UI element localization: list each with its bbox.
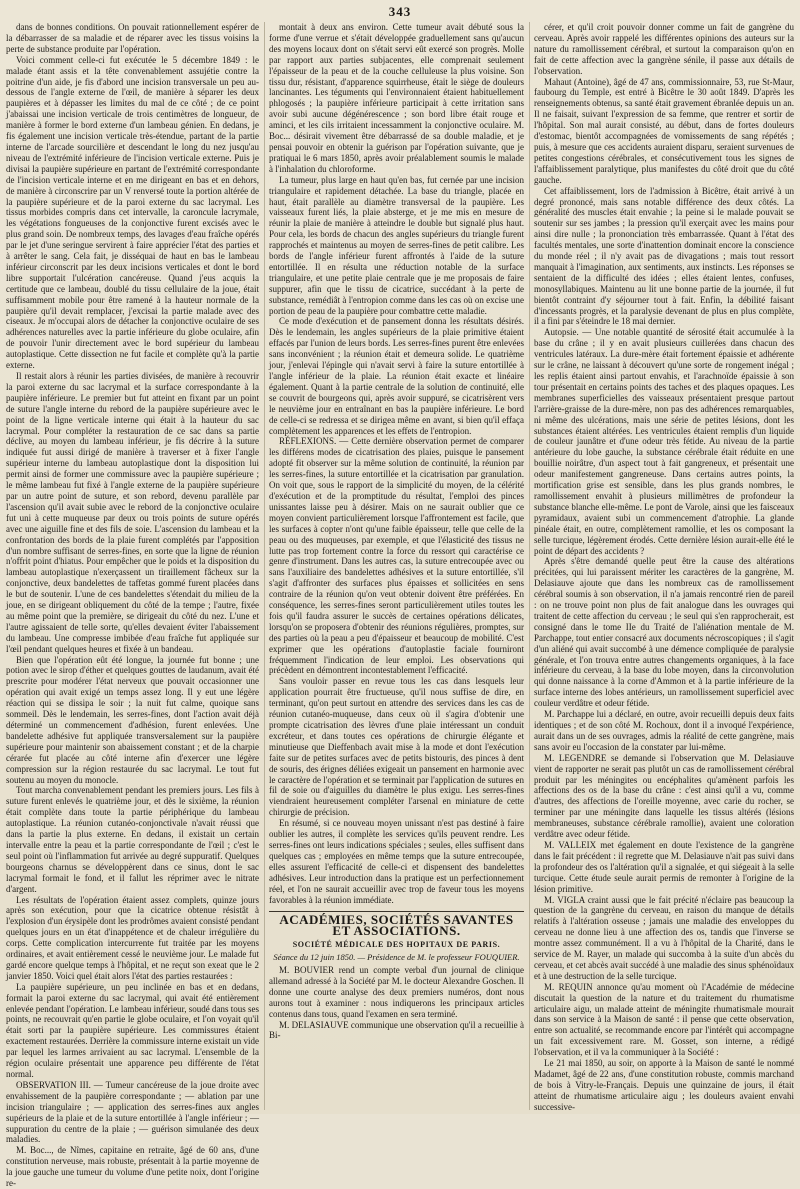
paragraph: En résumé, si ce nouveau moyen unissant n'est pas destiné à faire oublier les autres, il complète les services qu'ils peuvent rendre. Les serres-fines ont leurs indications spéciales ; seules, elles suffisent dans quelques cas ; employées en même temps que la suture entrecoupée, elles assurent l'efficacité de celle-ci et dispensent des bandelettes adhésives. Leur introduction dans la pratique est un perfectionnement réel, et l'on ne saurait accueillir avec trop de faveur tous les moyens favorables à la réunion immédiate. — [269, 818, 524, 905]
paragraph: M. VALLEIX met également en doute l'existence de la gangrène dans le fait précédent : il regrette que M. Delasiauve n'ait pas suivi dans la profondeur des os l'altération qu'il a signalée, et qui siégeait à la selle turcique. Cette étude seule aurait permis de remonter à l'origine de la lésion primitive. — [534, 839, 794, 894]
page-number: 343 — [388, 4, 412, 19]
paragraph: M. BOUVIER rend un compte verbal d'un journal de clinique allemand adressé à la Société par M. le docteur Alexandre Goschen. Il donne une courte analyse des deux premiers numéros, dont nous aurons tout à examiner : nous indiquerons les principaux articles contenus dans tous, quand l'examen en sera terminé. — [269, 965, 524, 1019]
paragraph: La paupière supérieure, un peu inclinée en bas et en dedans, formait la paroi externe du sac lacrymal, qui avait été entièrement enlevée pendant l'opération. Le lambeau inférieur, soudé dans tous ses points, ne recouvrait qu'en partie le globe oculaire, et l'on voyait qu'il était sorti par la paupière supérieure. Les commissures étaient exactement restaurées. Derrière la commissure interne existait un vide par lequel les larmes arrivaient au sac lacrymal. L'ensemble de la région oculaire présentait une apparence peu différente de l'état normal. — [6, 981, 259, 1079]
middle-column — [269, 22, 524, 1110]
paragraph: M. VIGLA craint aussi que le fait précité n'éclaire pas beaucoup la question de la gangrène du cerveau, en raison du manque de détails relatifs à l'altération osseuse ; jamais une maladie des enveloppes du cerveau ne donne lieu à une affection des os, tandis que l'inverse se montre assez communément. Il a vu à l'hôpital de la Charité, dans le service de M. Rayer, un malade qui succomba à la suite d'un abcès du cerveau, et cet abcès avait succédé à une maladie des sinus sphénoïdaux et à une destruction de la selle turcique. — [534, 894, 794, 981]
paragraph: M. Parchappe lui a déclaré, en outre, avoir recueilli depuis deux faits identiques ; et de son côté M. Rochoux, dont il a invoqué l'expérience, aurait dans un de ses ouvrages, admis la réalité de cette gangrène, mais sans avoir eu l'occasion de la constater par lui-même. — [534, 709, 794, 752]
paragraph: La tumeur, plus large en haut qu'en bas, fut cernée par une incision triangulaire et rapidement détachée. La base du triangle, placée en haut, était parallèle au diamètre transversal de la paupière. Les vaisseaux furent liés, la plaie absterge, et je me mis en mesure de réunir la plaie de manière à atteindre le double but signalé plus haut. Pour cela, les bords de chacun des angles supérieurs du triangle furent rapprochés et maintenus au moyen de serres-fines de petit calibre. Les bords de l'angle inférieur furent affrontés à l'aide de la suture entortillée. Il en résulta une réduction notable de la surface triangulaire, et une petite plaie centrale que je me proposais de faire suppurer, afin que le tissu de cicatrice, succédant à la perte de substance, remédiât à l'entropion comme dans les cas où on excise une portion de peau de la paupière pour combattre cette maladie. — [269, 174, 524, 316]
society-section — [269, 911, 524, 1041]
paragraph: Tout marcha convenablement pendant les premiers jours. Les fils à suture furent enlevés le quatrième jour, et dès le sixième, la réunion était complète dans toute la partie périphérique du lambeau autoplastique. La réunion cutanéo-conjonctivale n'avait réussi que dans la partie la plus externe. En dedans, il existait un certain intervalle entre la peau et la partie correspondante de l'œil ; c'est le seul point où l'inflammation fut arrivée au degré suppuratif. Quelques bourgeons charnus se développèrent dans ce sinus, dont le sac lacrymal formait le fond, et il fallut les réprimer avec le nitrate d'argent. — [6, 785, 259, 894]
paragraph: Bien que l'opération eût été longue, la journée fut bonne ; une potion avec le sirop d'éther et quelques gouttes de laudanum, avait été prescrite pour modérer l'état nerveux que pouvait occasionner une opération qui avait exigé un temps assez long. Il y eut une légère réaction qui se dissipa le soir ; la nuit fut calme, quoique sans sommeil. Dès le lendemain, les serres-fines, dont l'action avait déjà déterminé un commencement d'adhésion, furent enlevées. Une bandelette adhésive fut appliquée transversalement sur la paupière supérieure pour maintenir son abaissement constant ; et de la charpie cérarée fut placée au côté interne afin d'exercer une légère compression sur la région restaurée du sac lacrymal. Le tout fut soutenu au moyen du monocle. — [6, 654, 259, 785]
right-column — [534, 22, 794, 1110]
column-divider — [264, 22, 265, 1110]
paragraph: M. Boc..., de Nîmes, capitaine en retraite, âgé de 60 ans, d'une constitution nerveuse, mais robuste, présentait à la partie moyenne de la joue gauche une tumeur du volume d'une petite noix, dont l'origine re- — [6, 1145, 259, 1189]
paragraph: Il restait alors à réunir les parties divisées, de manière à recouvrir la paroi externe du sac lacrymal et la surface correspondante à la paupière inférieure. Le premier but fut atteint en fixant par un point de suture l'angle interne du rebord de la paupière supérieure avec le point de la ligne verticale interne qui était à la hauteur du sac lacrymal. Pour compléter la restauration de ce sac dans sa partie déclive, au moyen du lambeau inférieur, je fis décrire à la suture indiquée fut aussi dirigé de manière à traverser et à fixer l'angle supérieur interne du lambeau autoplastique dont la disposition lui permit ainsi de former une commissure avec la paupière supérieure ; le même lambeau fut fixé à l'angle externe de la paupière supérieure par un autre point de suture, et son rebord, devenu parallèle par l'ascension qu'il avait subie avec le rebord de la conjonctive oculaire fut uni à cette muqueuse par deux ou trois points de suture opérés avec une aiguille fine et des fils de soie. L'ascension du lambeau et la confrontation des bords de la plaie furent complétés par l'apposition d'un nombre suffisant de serres-fines, en sorte que la ligne de réunion n'offrit point d'hiatus. Pour empêcher que le poids et la disposition du lambeau autoplastique n'exerçassent un tiraillement fâcheux sur la conjonctive, deux bandelettes de taffetas gommé furent placées dans le but de soutenir. L'une de ces bandelettes s'étendait du milieu de la joue, en se dirigeant obliquement du côté de la tempe ; l'autre, fixée au même point que la première, se dirigeait du côté du nez. L'une et l'autre agissaient de telle sorte, qu'elles devaient éviter l'abaissement du lambeau. Une compresse imbibée d'eau fraîche fut appliquée sur l'œil pendant quelques heures et fixée à un bandeau. — [6, 371, 259, 654]
paragraph: Sans vouloir passer en revue tous les cas dans lesquels leur application pourrait être fructueuse, qu'il nous suffise de dire, en terminant, qu'on peut surtout en attendre des services dans les cas de réunion cutanéo-muqueuse, dans ceux où il s'agira d'obtenir une prompte cicatrisation des lèvres d'une plaie intéressant un conduit excréteur, et dans toutes ces opérations de chirurgie élégante et minutieuse que Dieffenbach avait mise à la mode et dont l'exécution faite sur de petites surfaces avec de petits bistouris, des pinces à dent de souris, des érignes déliées exigeait un pansement en harmonie avec le caractère de l'opération et se terminait par l'application de sutures en fil de soie ou d'aiguilles du diamètre le plus exigu. Les serres-fines viendraient heureusement compléter l'arsenal en miniature de cette chirurgie de précision. — [269, 676, 524, 818]
paragraph: Voici comment celle-ci fut exécutée le 5 décembre 1849 : le malade étant assis et la tête convenablement assujétie contre la poitrine d'un aide, je fis d'abord une incision transversale un peu au-dessous de l'angle externe de l'œil, de manière à séparer les deux paupières et à dépasser les limites du mal de ce côté ; de ce point j'abaissai une incision verticale de trois centimètres de longueur, de manière à former le bord externe d'un lambeau génien. En dedans, je fis également une incision verticale très-étendue, partant de la partie interne de l'arcade sourcilière et descendant le long du nez jusqu'au niveau de l'extrémité inférieure de l'incision verticale externe. Puis je divisai la paupière supérieure en partant de l'extrémité correspondante de l'incision verticale interne et en me dirigeant en bas et en dehors, de manière à circonscrire par un V renversé toute la portion altérée de la paupière supérieure et de la paroi externe du sac lacrymal. Les tissus morbides compris dans cet intervalle, la caroncule lacrymale, les végétations fongueuses de la conjonctive furent excisés avec le plus grand soin. De nombreux temps, des lavages d'eau fraîche opérés par le jet d'une seringue servirent à faire apprécier l'état des parties et à arrêter le sang. Cela fait, je disséquai de haut en bas le lambeau inférieur circonscrit par les deux incisions verticales et dont le bord libre supportait l'ulcération cancéreuse. Quand j'eus acquis la certitude que ce lambeau, doublé du tissu cellulaire de la joue, était suffisamment mobile pour être ramené à la hauteur normale de la paupière qu'il devait remplacer, j'excisai la partie malade avec des ciseaux. Je m'occupai alors de détacher la conjonctive oculaire de ses adhérences naturelles avec la partie inférieure du globe oculaire, afin de pouvoir l'unir directement avec le bord supérieur du lambeau autoplastique. Cette dissection ne fut facile et complète qu'à la partie externe. — [6, 54, 259, 371]
paragraph: Ce mode d'exécution et de pansement donna les résultats désirés. Dès le lendemain, les angles supérieurs de la plaie primitive étaient effacés par l'union de leurs bords. Les serres-fines purent être enlevées sans inconvénient ; la réunion était et demeura solide. Le quatrième jour, j'enlevai l'épingle qui n'avait servi à faire la suture entortillée à l'angle inférieur de la plaie. La réunion était exacte et linéaire également. Quant à la partie centrale de la solution de continuité, elle se couvrit de bourgeons qui, après avoir suppuré, se cicatrisèrent vers le neuvième jour en entraînant en bas la paupière inférieure. Le bord de celle-ci se redressa et se dirigea même en avant, si bien qu'il effaça complètement les apparences et les effets de l'entropion. — [269, 316, 524, 436]
paragraph: Mahaut (Antoine), âgé de 47 ans, commissionnaire, 53, rue St-Maur, faubourg du Temple, est entré à Bicêtre le 30 août 1849. D'après les renseignements obtenus, sa santé était gravement ébranlée depuis un an. Il ne faisait, suivant l'expression de sa femme, que rentrer et sortir de l'hôpital. Son mal aurait consisté, au début, dans de fortes douleurs d'estomac, bientôt accompagnées de vomissements de sang répétés ; puis, à mesure que ces accidents auraient disparu, seraient survenues de petites congestions cérébrales, et consécutivement tous les signes de l'affaiblissement paralytique, plus manifestes du côté droit que du côté gauche. — [534, 76, 794, 185]
paragraph: Les résultats de l'opération étaient assez complets, quinze jours après son exécution, pour que la cicatrice obtenue résistât à l'explosion d'un érysipèle dont les prodrômes avaient consisté pendant quelques jours en un état d'inappétence et de chaleur irrégulière du corps. Cette complication intercurrente fut traitée par les moyens ordinaires, et avait entièrement cessé le neuvième jour. Le malade fut gardé encore quelque temps à l'hôpital, et ne reçut son exeat que le 2 janvier 1850. Voici quel était alors l'état des parties restaurées : — [6, 894, 259, 981]
paragraph: Le 21 mai 1850, au soir, on apporte à la Maison de santé le nommé Madamet, âgé de 22 ans, d'une constitution robuste, commis marchand de bois à Vitry-le-Français. Depuis une quinzaine de jours, il était atteint de rhumatisme articulaire aigu ; les douleurs avaient envahi successive- — [534, 1058, 794, 1112]
paragraph: M. LEGENDRE se demande si l'observation que M. Delasiauve vient de rapporter ne serait pas plutôt un cas de ramollissement cérébral produit par les méningites ou encéphalites qu'amènent parfois les affections des os de la base du crâne : c'est ainsi qu'il a vu, comme d'autres, des affections de l'oreille moyenne, avec carie du rocher, se terminer par une méningite dans laquelle les tissus altérés (lésions membraneuses, substance cérébrale ramollie), avaient une coloration verdâtre avec odeur fétide. — [534, 752, 794, 840]
paragraph: M. REQUIN annonce qu'au moment où l'Académie de médecine discutait la question de la nature et du traitement du rhumatisme articulaire aigu, un malade atteint de méningite rhumatismale mourait dans son service à la Maison de santé : il pense que cette observation, entre son actualité, se recommande encore par l'intérêt qui accompagne un fait excessivement rare. M. Gosset, son interne, a rédigé l'observation, et il va la communiquer à la Société : — [534, 981, 794, 1058]
column-divider — [529, 22, 530, 1110]
paragraph: cérer, et qu'il croit pouvoir donner comme un fait de gangrène du cerveau. Après avoir rappelé les différentes opinions des auteurs sur la nature du ramollissement cérébral, et surtout la comparaison qu'on en fait de cette affection avec la gangrène sénile, il passe aux détails de l'observation. — [534, 22, 794, 76]
reflections-paragraph: RÉFLEXIONS. — Cette dernière observation permet de comparer les différens modes de cicatrisation des plaies, puisque le pansement adopté fit observer sur la même solution de continuité, la réunion par les serres-fines, la suture entortillée et la cicatrisation par granulation. On voit que, sous le rapport de la simplicité du moyen, de la célérité d'exécution et de la promptitude du résultat, l'emploi des pinces unissantes laisse peu à désirer. Mais on ne saurait oublier que ce moyen convient particulièrement lorsque l'affrontement est facile, que les surfaces à copter n'ont qu'une faible épaisseur, telle que celle de la peau ou des muqueuses, par exemple, et que l'élasticité des tissus ne lutte pas trop fortement contre la force du ressort qui caractérise ce genre d'instrument. Dans les autres cas, la suture entrecoupée avec ou sans l'auxiliaire des bandelettes adhésives et la suture entortillée, s'il s'agit d'affronter des surfaces plus épaisses et sollicitées en sens contraire de la réunion qu'on veut obtenir doivent être préférées. En conséquence, les serres-fines seront particulièrement utiles toutes les fois qu'il faudra assurer le succès de certaines opérations délicates, lorsqu'on se proposera d'obtenir des réunions régulières, promptes, sur des parties où la peau a peu d'épaisseur et beaucoup de mobilité. C'est exprimer que les opérations d'autoplastie faciale fourniront fréquemment l'indication de leur emploi. Les observations qui précèdent en démontrent incontestablement l'efficacité. — [269, 436, 524, 676]
paragraph: M. DELASIAUVE communique une observation qu'il a recueillie à Bi- — [269, 1019, 524, 1041]
section-title: ACADÉMIES, SOCIÉTÉS SAVANTES ET ASSOCIATIONS. — [269, 911, 524, 937]
paragraph: dans de bonnes conditions. On pouvait rationnellement espérer de la débarrasser de sa maladie et de réparer avec les tissus voisins la perte de substance produite par l'opération. — [6, 22, 259, 54]
observation-heading: OBSERVATION III. — Tumeur cancéreuse de la joue droite avec envahissement de la paupière correspondante ; — ablation par une incision triangulaire ; — application des serres-fines aux angles supérieurs de la plaie et de la suture entortillée à l'angle inférieur ; — suppuration du centre de la plaie ; — guérison simulanée des deux maladies. — [6, 1079, 259, 1145]
society-name: SOCIÉTÉ MÉDICALE DES HOPITAUX DE PARIS. — [292, 940, 501, 950]
autopsy-paragraph: Autopsie. — Une notable quantité de sérosité était accumulée à la base du crâne ; il y en avait plusieurs cuillerées dans chacun des ventricules latéraux. La dure-mère était fortement épaissie et adhérente sur le crâne, ne laissant à découvert qu'une sorte de rongement inégal ; les replis étaient ainsi partout envahis, et l'arachnoïde épaissie à son tour présentait en certains points des taches et des plaques opaques. Les membranes superficielles des vaisseaux présentaient presque partout l'arrière-graisse de la dure-mère, non pas des adhérences remarquables, ni même des ulcérations, mais une série de petites lésions, dont les substances étaient altérées. Les ventricules étaient remplis d'un liquide de couleur jaunâtre et d'une odeur très fétide. Au niveau de la partie antérieure du lobe gauche, la substance cérébrale était réduite en une bouillie noirâtre, d'un aspect tout à fait gangreneux, et présentait une odeur manifestement gangreneuse. Dans certains autres points, la mortification grise est sensible, dans les plus grands nombres, le ramollissement envahit à plusieurs millimètres de profondeur la substance blanche elle-même. Le pont de Varole, ainsi que les faisceaux pyramidaux, avaient subi un commencement d'atrophie. La glande pinéale était, en outre, complètement ramollie, et les os composant la selle turcique, légèrement érodés. Cette dernière lésion aurait-elle été le point de départ des accidents ? — [534, 327, 794, 556]
paragraph: Cet affaiblissement, lors de l'admission à Bicêtre, était arrivé à un degré prononcé, mais sans notable différence des deux côtés. La généralité des muscles était envahie ; la peine si le malade pouvait se soutenir sur ses jambes ; la pression qu'il exerçait avec les mains pour ainsi dire nulle ; la prononciation très embarrassée. Quant à l'état des facultés mentales, une sorte d'inattention dominait encore la conscience du monde réel ; il n'y avait pas de divagations ; mais tout ressort manquait à l'imagination, aux sentiments, aux instincts. Les réponses se sentaient de la difficulté des idées ; elles étaient lentes, confuses, monosyllabiques. Maintenu au lit une bonne partie de la journée, il fut bientôt contraint d'y séjourner tout à fait. Enfin, la débilité faisant d'incessants progrès, et la paralysie devenant de plus en plus complète, il a fini par s'éteindre le 18 mai dernier. — [534, 185, 794, 327]
paragraph: montait à deux ans environ. Cette tumeur avait débuté sous la forme d'une verrue et s'était développée graduellement sans qu'aucun des moyens locaux dont on s'était servi eût exercé son progrès. Molle par rapport aux parties subjacentes, elle comprenait seulement l'épaisseur de la peau et de la couche celluleuse la plus voisine. Son tissu dur, résistant, d'apparence squirrheuse, était le siège de douleurs lancinantes. Les téguments qui l'environnaient étaient habituellement phlogosés ; la paupière inférieure participait à cette irritation sans avoir subi aucune dégénérescence ; son bord libre était rouge et aminci, et les cils irritaient incessamment la conjonctive oculaire. M. Boc... désirait vivement être débarrassé de sa double maladie, et je pensai pouvoir en obtenir la guérison par l'opération suivante, que je pratiquai le 6 mars 1850, après avoir préalablement soumis le malade à l'inhalation du chloroforme. — [269, 22, 524, 174]
paragraph: Après s'être demandé quelle peut être la cause des altérations précitées, qui lui paraissent mériter les caractères de la gangrène, M. Delasiauve ajoute que dans les nombreux cas de ramollissement cérébral soumis à son observation, il n'a jamais rencontré rien de pareil : on ne trouve point non plus de fait analogue dans les ouvrages qui traitent de cette affection du cerveau ; le seul qui s'en rapprocherait, est consigné dans le tome IIe du Traité de l'aliénation mentale de M. Parchappe, tout entier consacré aux documents nécroscopiques ; il s'agit d'un aliéné qui avait succombé à une démence compliquée de paralysie générale, et l'on trouva entre autres changements organiques, à la face inférieure du cerveau, à la base du lobe moyen, dans la circonvolution qui donne naissance à la corne d'Ammon et à la partie inférieure de la surface interne des lobes antérieurs, un ramollissement superficiel avec couleur verdâtre et odeur fétide. — [534, 556, 794, 709]
left-column — [6, 22, 259, 1189]
session-line: Séance du 12 juin 1850. — Présidence de M. le professeur FOUQUIER. — [273, 952, 520, 963]
